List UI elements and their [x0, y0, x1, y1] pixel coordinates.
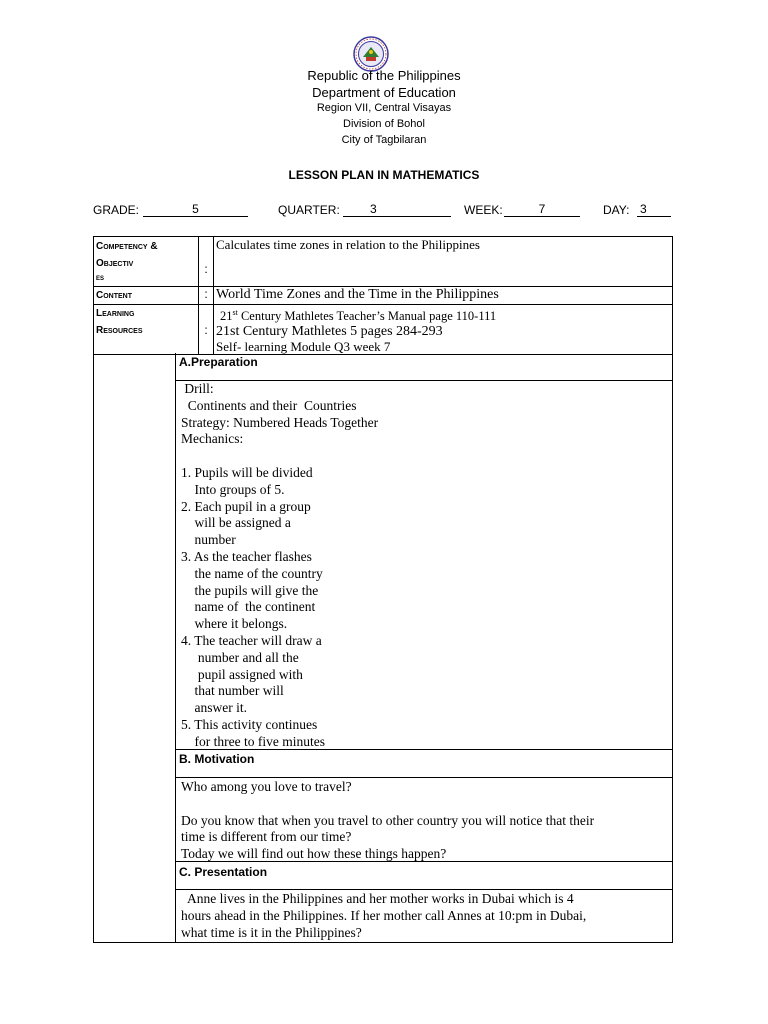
competency-row: [94, 237, 673, 287]
competency-label-1: Competency &: [96, 241, 158, 252]
lesson-info-table: [93, 236, 673, 355]
competency-label-cell: [94, 237, 199, 287]
grade-label: GRADE:: [93, 203, 140, 217]
resources-value-cell: [214, 305, 673, 355]
section-b-divider: [175, 777, 673, 778]
content-label: Content: [96, 290, 132, 301]
section-b-body: Who among you love to travel? Do you know that when you travel to other country you will notice that their time is different from our time? Today we will find out how these things happen?: [181, 779, 595, 862]
content-value: World Time Zones and the Time in the Philippines: [214, 287, 673, 305]
competency-colon: :: [199, 237, 214, 287]
deped-seal-icon: [353, 36, 389, 72]
content-colon: :: [199, 287, 214, 305]
resources-label-1: Learning: [96, 308, 135, 319]
day-value: 3: [637, 202, 671, 217]
quarter-value: 3: [343, 202, 451, 217]
header-city: City of Tagbilaran: [341, 134, 427, 146]
section-c-top-line: [175, 861, 673, 862]
competency-label-2: Objectiv: [96, 258, 134, 269]
section-b-top-line: [175, 749, 673, 750]
resources-value-2: 21st Century Mathletes 5 pages 284-293: [216, 324, 443, 340]
section-b-title: B. Motivation: [179, 752, 255, 766]
page-title: LESSON PLAN IN MATHEMATICS: [288, 168, 480, 182]
week-label: WEEK:: [464, 203, 503, 217]
competency-label-3: es: [96, 272, 105, 282]
section-c-divider: [175, 889, 673, 890]
competency-value: Calculates time zones in relation to the Philippines: [214, 237, 673, 287]
section-a-body: Drill: Continents and their Countries Strategy: Numbered Heads Together Mechanics: 1. Pupils will be divided Into groups of 5. 2. Each pupil in a group will be assigned a number 3. As the teacher flashes the name of the country the pupils will give the name of the continent where it belongs. 4. The teacher will draw a number and all the pupil assigned with that number will answer it. 5. This activity continues for three to five minutes: [181, 381, 379, 749]
resources-value-1-sup: st: [232, 308, 238, 317]
section-a-title: A.Preparation: [179, 355, 258, 369]
section-c-body: Anne lives in the Philippines and her mother works in Dubai which is 4 hours ahead in the Philippines. If her mother call Annes at 10:pm in Dubai, what time is it in the Philippines?: [181, 891, 587, 940]
header-region: Region VII, Central Visayas: [316, 102, 452, 114]
resources-label-cell: [94, 305, 199, 355]
resources-value-1-text: Century Mathletes Teacher’s Manual page 110-111: [237, 309, 497, 324]
resources-value-3: Self- learning Module Q3 week 7: [216, 339, 391, 355]
header-division: Division of Bohol: [343, 118, 425, 130]
header-republic: Republic of the Philippines: [307, 68, 461, 83]
resources-colon: :: [199, 305, 214, 355]
resources-label-2: Resources: [96, 325, 143, 336]
week-value: 7: [504, 202, 580, 217]
day-label: DAY:: [603, 203, 630, 217]
header-department: Department of Education: [312, 85, 456, 100]
quarter-label: QUARTER:: [278, 203, 340, 217]
resources-value-1: [216, 305, 670, 324]
procedure-divider: [175, 353, 176, 943]
content-label-cell: [94, 287, 199, 305]
resources-row: [94, 305, 673, 355]
grade-value: 5: [143, 202, 248, 217]
section-c-title: C. Presentation: [179, 865, 268, 879]
resources-value-1-num: 21: [220, 309, 233, 324]
content-row: [94, 287, 673, 305]
